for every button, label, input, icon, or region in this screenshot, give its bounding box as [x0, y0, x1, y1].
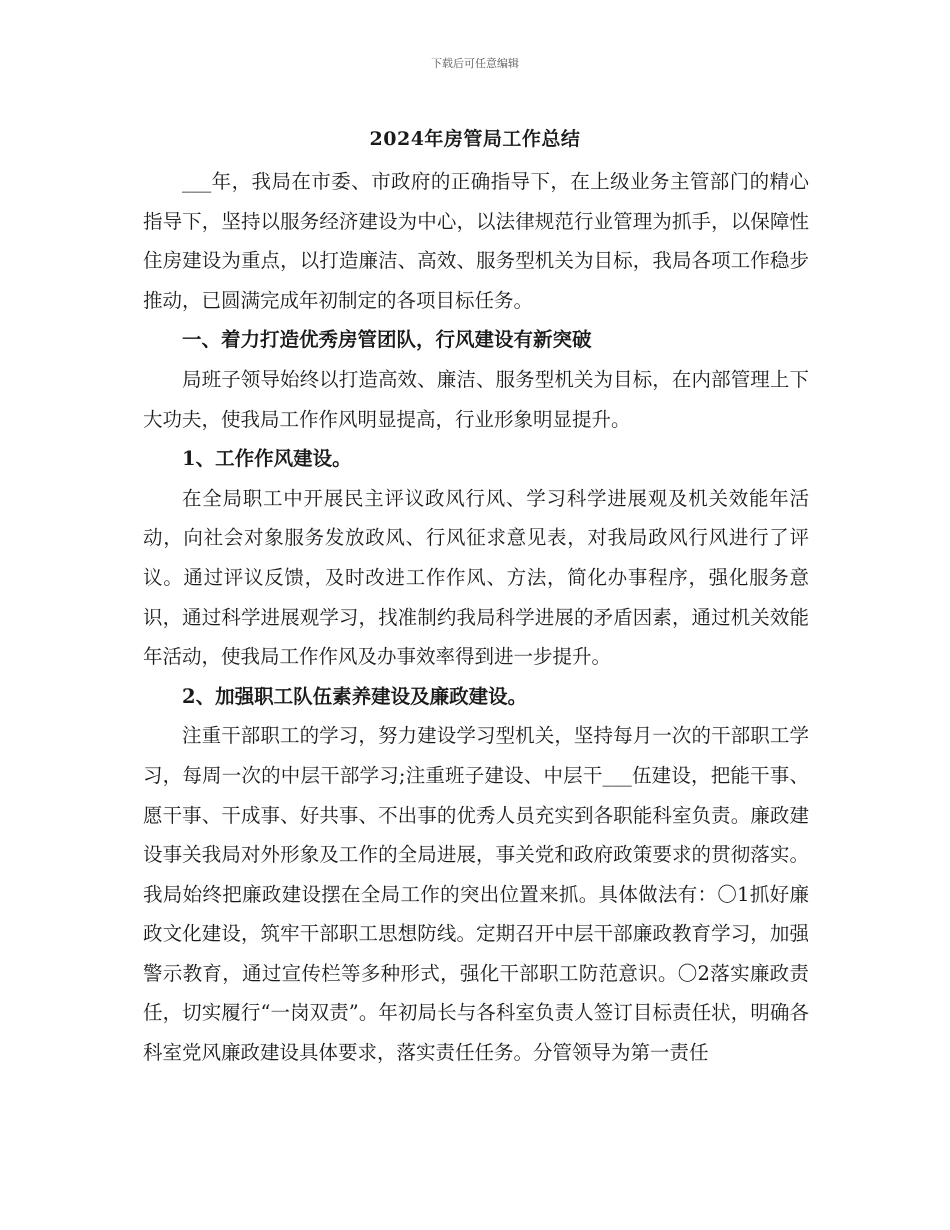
subsection-1-paragraph: 在全局职工中开展民主评议政风行风、学习科学进展观及机关效能年活动，向社会对象服务发放政风、行风征求意见表，对我局政风行风进行了评议。通过评议反馈，及时改进工作作风、方法，简化办事程序，强化服务意识，通过科学进展观学习，找准制约我局科学进展的矛盾因素，通过机关效能年活动，使我局工作作风及办事效率得到进一步提升。: [143, 486, 809, 669]
page-header: 下载后可任意编辑: [431, 57, 519, 70]
document-title: 2024年房管局工作总结: [369, 128, 581, 150]
intro-paragraph: ___年，我局在市委、市政府的正确指导下，在上级业务主管部门的精心指导下，坚持以服务经济建设为中心，以法律规范行业管理为抓手，以保障性住房建设为重点，以打造廉洁、高效、服务型机关为目标，我局各项工作稳步推动，已圆满完成年初制定的各项目标任务。: [143, 170, 809, 312]
section-1-paragraph: 局班子领导始终以打造高效、廉洁、服务型机关为目标，在内部管理上下大功夫，使我局工作作风明显提高，行业形象明显提升。: [143, 367, 809, 431]
subsection-2-paragraph: 注重干部职工的学习，努力建设学习型机关，坚持每月一次的干部职工学习，每周一次的中层干部学习;注重班子建设、中层干___伍建设，把能干事、愿干事、干成事、好共事、不出事的优秀人员充实到各职能科室负责。廉政建设事关我局对外形象及工作的全局进展，事关党和政府政策要求的贯彻落实。我局始终把廉政建设摆在全局工作的突出位置来抓。具体做法有：〇1抓好廉政文化建设，筑牢干部职工思想防线。定期召开中层干部廉政教育学习，加强警示教育，通过宣传栏等多种形式，强化干部职工防范意识。〇2落实廉政责任，切实履行“一岗双责”。年初局长与各科室负责人签订目标责任状，明确各科室党风廉政建设具体要求，落实责任任务。分管领导为第一责任: [143, 724, 809, 1065]
document-body: [143, 162, 809, 1073]
subsection-heading-1: 1、工作作风建设。: [182, 447, 352, 471]
subsection-heading-2: 2、加强职工队伍素养建设及廉政建设。: [182, 684, 528, 708]
section-heading-1: 一、着力打造优秀房管团队，行风建设有新突破: [182, 328, 592, 352]
